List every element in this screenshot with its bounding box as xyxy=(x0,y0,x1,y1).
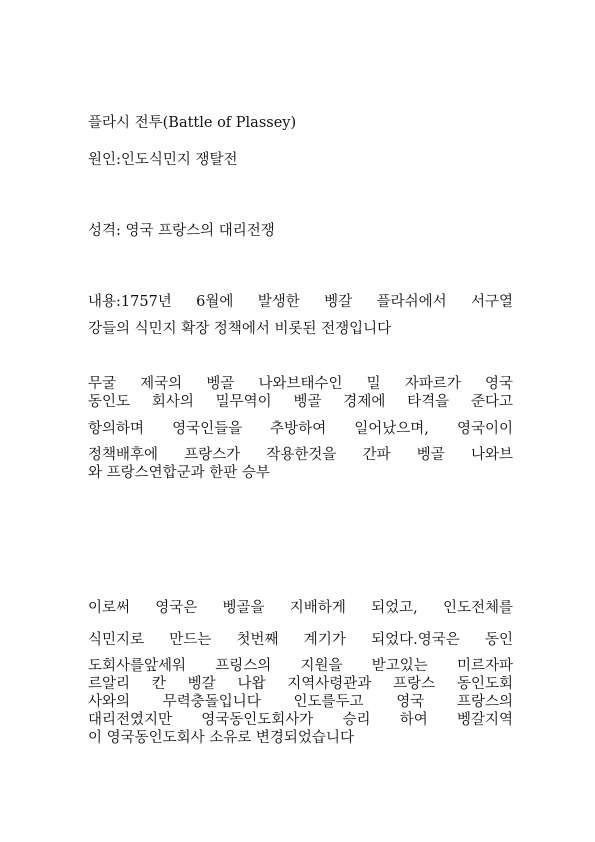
content-line: 강들의 식민지 확장 정책에서 비롯된 전쟁입니다 xyxy=(88,321,392,337)
paragraph-line: 항의하며 영국인들을 추방하여 일어났으며, 영국이이 xyxy=(88,421,513,437)
paragraph-line: 와 프랑스연합군과 한판 승부 xyxy=(88,465,270,481)
paragraph-line: 이 영국동인도회사 소유로 변경되었습니다 xyxy=(88,730,354,746)
paragraph-line: 식민지로 만드는 첫번째 계기가 되었다.영국은 동인 xyxy=(88,632,513,648)
content-line: 내용:1757년 6월에 발생한 벵갈 플라쉬에서 서구열 xyxy=(88,294,513,310)
paragraph-line: 대리전였지만 영국동인도회사가 승리 하여 벵갈지역 xyxy=(88,712,513,728)
paragraph-line: 동인도 회사의 밀무역이 벵골 경제에 타격을 준다고 xyxy=(88,394,513,410)
cause-line: 원인:인도식민지 쟁탈전 xyxy=(88,152,238,168)
paragraph-line: 무굴 제국의 벵골 나와브태수인 밀 자파르가 영국 xyxy=(88,376,513,392)
paragraph-line: 사와의 무력충돌입니다 인도를두고 영국 프랑스의 xyxy=(88,694,513,710)
paragraph-line: 이로써 영국은 벵골을 지배하게 되었고, 인도전체를 xyxy=(88,600,513,616)
paragraph-line: 도회사를앞세워 프링스의 지원을 받고있는 미르자파 xyxy=(88,658,513,674)
document-title: 플라시 전투(Battle of Plassey) xyxy=(88,115,297,131)
nature-line: 성격: 영국 프랑스의 대리전쟁 xyxy=(88,223,275,239)
paragraph-line: 정책배후에 프랑스가 작용한것을 간파 벵골 나와브 xyxy=(88,447,513,463)
paragraph-line: 르알리 칸 벵갈 나왑 지역사령관과 프랑스 동인도회 xyxy=(88,676,513,692)
